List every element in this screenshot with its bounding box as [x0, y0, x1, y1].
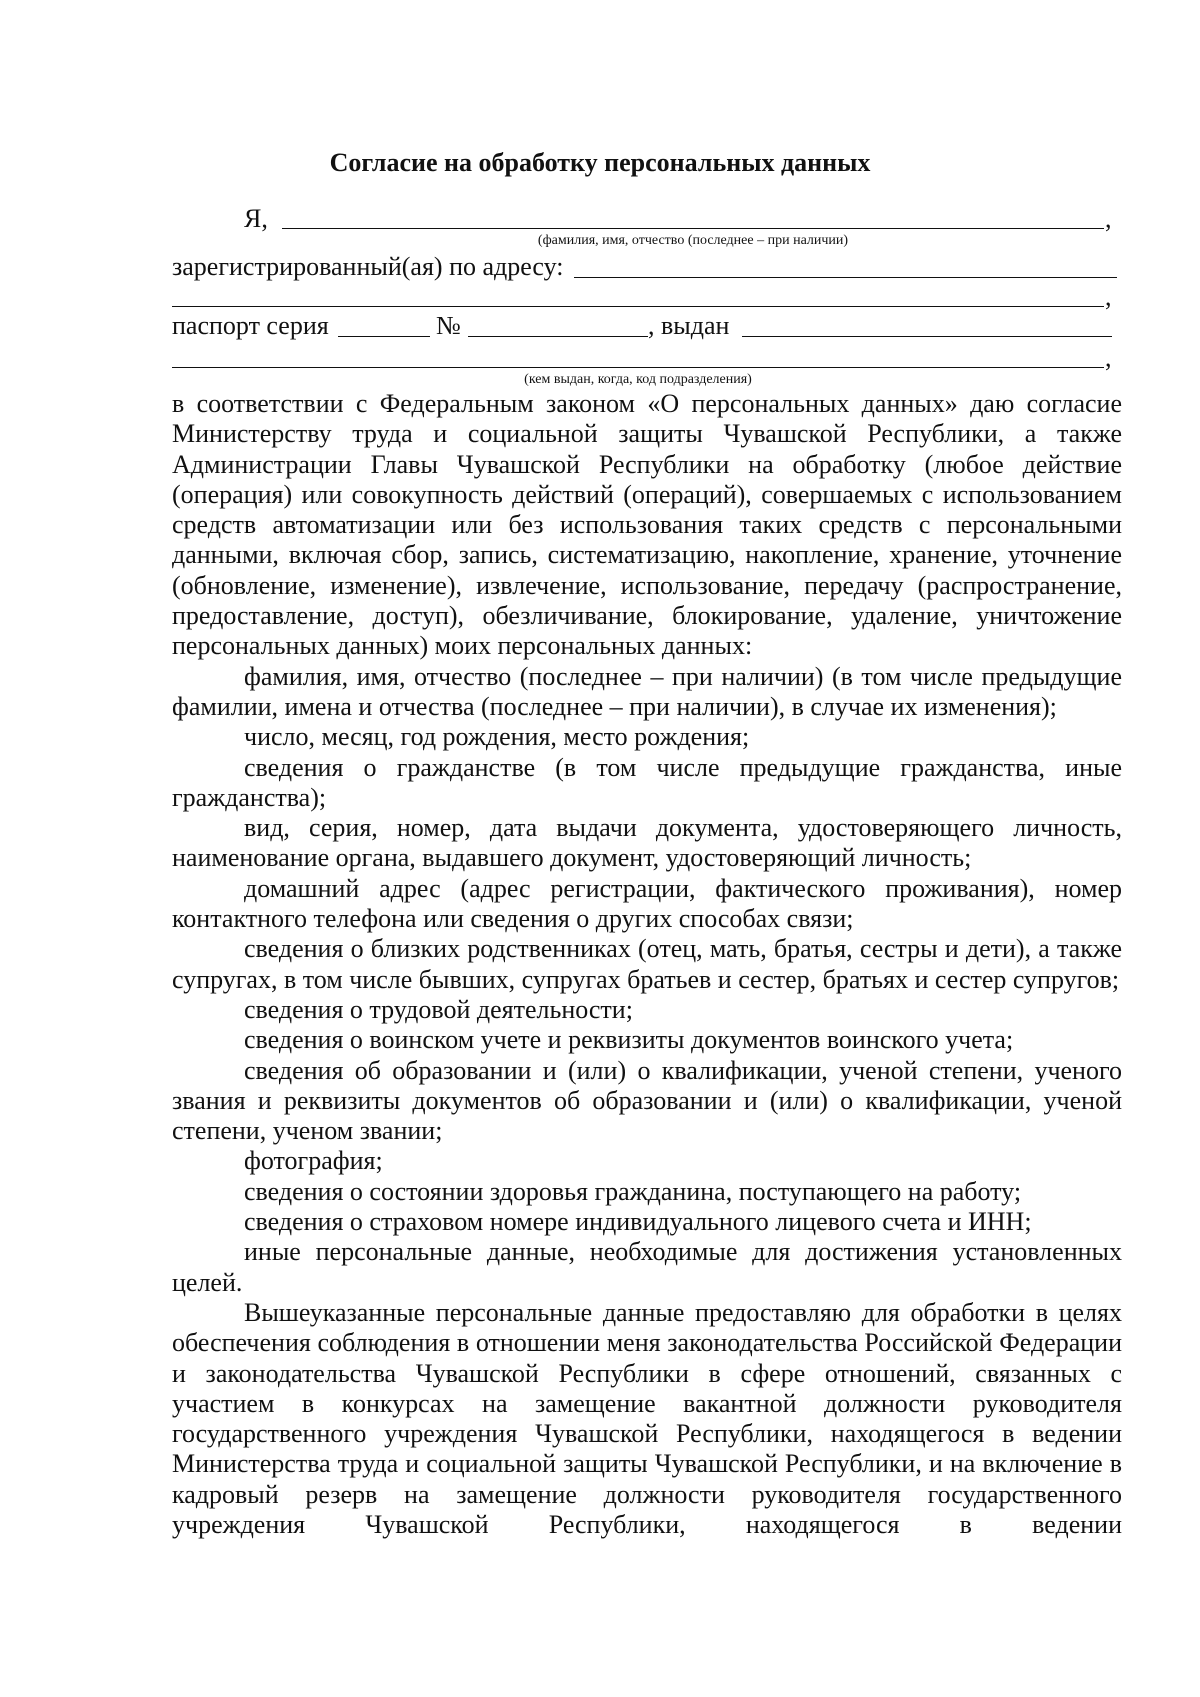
list-item-education: сведения об образовании и (или) о квалификации, ученой степени, ученого звания и реквизиты документов об образовании и (или) о квалификации, ученой степени, ученом звании; — [172, 1055, 1122, 1146]
fio-comma: , — [1105, 204, 1112, 233]
consent-body — [172, 389, 1122, 1540]
list-item-other: иные персональные данные, необходимые для достижения установленных целей. — [172, 1237, 1122, 1297]
issued-by-field-continued[interactable] — [172, 367, 1104, 368]
fio-caption: (фамилия, имя, отчество (последнее – при наличии) — [537, 233, 849, 248]
list-item-photo: фотография; — [244, 1146, 383, 1176]
list-item-home-address: домашний адрес (адрес регистрации, фактического проживания), номер контактного телефона или сведения о других способах связи; — [172, 873, 1122, 934]
passport-series-label: паспорт серия — [172, 311, 329, 340]
list-item-relatives: сведения о близких родственниках (отец, мать, братья, сестры и дети), а также супругах, в том числе бывших, супругах братьев и сестер, братьях и сестер супругов; — [172, 934, 1122, 994]
issued-caption: (кем выдан, когда, код подразделения) — [524, 372, 752, 387]
consent-paragraph-intro: в соответствии с Федеральным законом «О персональных данных» даю согласие Министерству труда и социальной защиты Чувашской Республики, а также Администрации Главы Чувашской Республики на обработку (любое действие (операция) или совокупность действий (операций), совершаемых с использованием средств автоматизации или без использования таких средств с персональными данными, включая сбор, запись, систематизацию, накопление, хранение, уточнение (обновление, изменение), извлечение, использование, передачу (распространение, предоставление, доступ), обезличивание, блокирование, удаление, уничтожение персональных данных) моих персональных данных: — [172, 389, 1122, 661]
issued-by-field[interactable] — [742, 336, 1112, 337]
list-item-id-document: вид, серия, номер, дата выдачи документа, удостоверяющего личность, наименование органа, выдавшего документ, удостоверяющий личность; — [172, 813, 1122, 873]
consent-paragraph-purpose: Вышеуказанные персональные данные предоставляю для обработки в целях обеспечения соблюдения в отношении меня законодательства Российской Федерации и законодательства Чувашской Республики в сфере отношений, связанных с участием в конкурсах на замещение вакантной должности руководителя государственного учреждения Чувашской Республики, находящегося в ведении Министерства труда и социальной защиты Чувашской Республики, и на включение в кадровый резерв на замещение должности руководителя государственного учреждения Чувашской Республики, находящегося в ведении — [172, 1297, 1122, 1539]
list-item-employment: сведения о трудовой деятельности; — [244, 994, 633, 1024]
list-item-citizenship: сведения о гражданстве (в том числе предыдущие гражданства, иные гражданства); — [172, 752, 1122, 812]
fio-field[interactable] — [282, 228, 1104, 229]
list-item-military: сведения о воинском учете и реквизиты документов воинского учета; — [244, 1025, 1014, 1055]
address-field[interactable] — [574, 277, 1117, 278]
address-field-continued[interactable] — [172, 306, 1104, 307]
issued-comma: , — [1105, 343, 1112, 372]
issued-label: , выдан — [648, 311, 730, 340]
list-item-insurance: сведения о страховом номере индивидуального лицевого счета и ИНН; — [244, 1207, 1032, 1237]
list-item-fio: фамилия, имя, отчество (последнее – при наличии) (в том числе предыдущие фамилии, имена и отчества (последнее – при наличии), в случае их изменения); — [172, 661, 1122, 721]
ya-label: Я, — [244, 204, 268, 233]
document-title: Согласие на обработку персональных данных — [329, 148, 871, 177]
passport-number-label: № — [436, 311, 461, 340]
passport-number-field[interactable] — [468, 336, 648, 337]
list-item-birth: число, месяц, год рождения, место рождения; — [244, 722, 750, 752]
passport-series-field[interactable] — [338, 336, 430, 337]
list-item-health: сведения о состоянии здоровья гражданина, поступающего на работу; — [244, 1176, 1022, 1206]
address-comma: , — [1105, 282, 1112, 311]
address-label: зарегистрированный(ая) по адресу: — [172, 252, 564, 281]
